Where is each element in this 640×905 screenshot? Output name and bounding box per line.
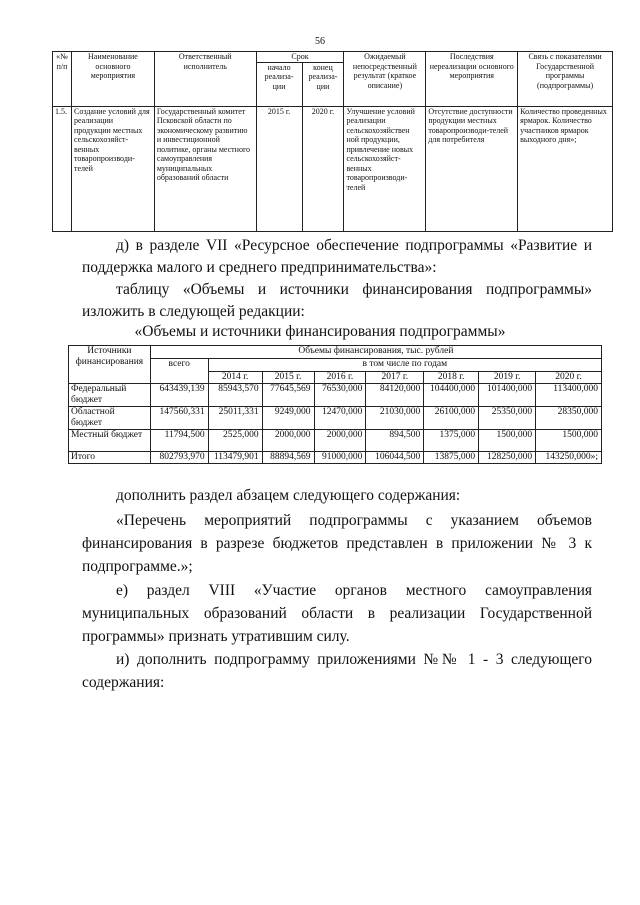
header-term: Срок [256, 52, 344, 63]
paragraph-add: дополнить раздел абзацем следующего содержания: [116, 487, 461, 504]
cell-value: 25011,331 [208, 407, 262, 430]
header-year: 2018 г. [424, 372, 479, 384]
cell-value: 128250,000 [479, 452, 536, 464]
cell-value: 26100,000 [424, 407, 479, 430]
header-year: 2015 г. [262, 372, 314, 384]
header-sources: Источники финансирования [69, 346, 151, 384]
paragraph-i-line1: и) дополнить подпрограмму приложениями №№ 1 - 3 следующего [116, 651, 592, 668]
header-year: 2017 г. [366, 372, 424, 384]
table2-title: «Объемы и источники финансирования подпрограммы» [134, 323, 506, 340]
header-year: 2014 г. [208, 372, 262, 384]
paragraph-table-line2: изложить в следующей редакции: [82, 303, 305, 320]
cell-value: 1375,000 [424, 430, 479, 452]
cell-value: 1500,000 [536, 430, 602, 452]
header-by-years: в том числе по годам [208, 359, 601, 372]
cell-expected: Улучшение условий реализации сельскохозяйствен ной продукции, привлечение новых сельскохозяйст-венных товаропроизводи-телей [344, 106, 426, 231]
header-year: 2016 г. [314, 372, 366, 384]
cell-value: 113479,901 [208, 452, 262, 464]
paragraph-e-line2: муниципальных образований области в реализации Государственной [82, 605, 592, 622]
cell-link: Количество проведенных ярмарок. Количество участников ярмарок выходного дня»; [518, 106, 613, 231]
cell-value: 91000,000 [314, 452, 366, 464]
cell-start: 2015 г. [256, 106, 302, 231]
table-row [53, 106, 613, 231]
cell-value: 106044,500 [366, 452, 424, 464]
cell-value: 25350,000 [479, 407, 536, 430]
cell-value: 1500,000 [479, 430, 536, 452]
cell-value: 2525,000 [208, 430, 262, 452]
header-term-end: конец реализа-ции [302, 62, 344, 106]
cell-consequences: Отсутствие доступности продукции местных товаропроизводи-телей для потребителя [426, 106, 518, 231]
header-volumes: Объемы финансирования, тыс. рублей [150, 346, 601, 359]
paragraph-quote-line2: финансирования в разрезе бюджетов представлен в приложении № 3 к [82, 535, 592, 552]
header-year: 2019 г. [479, 372, 536, 384]
table-row [69, 430, 602, 452]
header-link: Связь с показателями Государственной программы (подпрограммы) [518, 52, 613, 107]
cell-value: 84120,000 [366, 384, 424, 407]
cell-value: 76530,000 [314, 384, 366, 407]
paragraph-d-line2: поддержка малого и среднего предпринимательства»: [82, 259, 437, 276]
paragraph-d-line1: д) в разделе VII «Ресурсное обеспечение подпрограммы «Развитие и [116, 237, 592, 254]
row-source: Местный бюджет [69, 430, 151, 452]
header-total: всего [150, 359, 208, 384]
header-expected: Ожидаемый непосредственный результат (краткое описание) [344, 52, 426, 107]
cell-value: 85943,570 [208, 384, 262, 407]
header-num: «№ п/п [53, 52, 72, 107]
cell-value: 643439,139 [150, 384, 208, 407]
cell-value: 104400,000 [424, 384, 479, 407]
cell-value: 88894,569 [262, 452, 314, 464]
table-row-total [69, 452, 602, 464]
header-year: 2020 г. [536, 372, 602, 384]
cell-value: 9249,000 [262, 407, 314, 430]
header-responsible: Ответственный исполнитель [154, 52, 256, 107]
cell-end: 2020 г. [302, 106, 344, 231]
page-number: 56 [315, 36, 325, 47]
header-name: Наименование основного мероприятия [71, 52, 154, 107]
cell-value: 113400,000 [536, 384, 602, 407]
cell-responsible: Государственный комитет Псковской области по экономическому развитию и инвестиционной политике, органы местного самоуправления муниципальных образований области [154, 106, 256, 231]
row-source: Итого [69, 452, 151, 464]
paragraph-quote-line1: «Перечень мероприятий подпрограммы с указанием объемов [116, 512, 592, 529]
cell-num: 1.5. [53, 106, 72, 231]
cell-value: 143250,000»; [536, 452, 602, 464]
cell-value: 2000,000 [262, 430, 314, 452]
paragraph-e-line3: программы» признать утратившим силу. [82, 628, 350, 645]
cell-value: 28350,000 [536, 407, 602, 430]
cell-value: 802793,970 [150, 452, 208, 464]
cell-value: 11794,500 [150, 430, 208, 452]
cell-value: 77645,569 [262, 384, 314, 407]
paragraph-quote-line3: подпрограмме.»; [82, 558, 193, 575]
cell-name: Создание условий для реализации продукции местных сельскохозяйст-венных товаропроизводи-телей [71, 106, 154, 231]
cell-value: 894,500 [366, 430, 424, 452]
financing-table [68, 345, 602, 464]
cell-value: 21030,000 [366, 407, 424, 430]
cell-value: 101400,000 [479, 384, 536, 407]
paragraph-e-line1: е) раздел VIII «Участие органов местного самоуправления [116, 582, 592, 599]
row-source: Федеральный бюджет [69, 384, 151, 407]
row-source: Областной бюджет [69, 407, 151, 430]
cell-value: 2000,000 [314, 430, 366, 452]
header-consequences: Последствия нереализации основного мероприятия [426, 52, 518, 107]
measures-table [52, 51, 613, 232]
cell-value: 147560,331 [150, 407, 208, 430]
paragraph-i-line2: содержания: [82, 674, 165, 691]
cell-value: 12470,000 [314, 407, 366, 430]
table-row [69, 407, 602, 430]
table-row [69, 384, 602, 407]
header-term-start: начало реализа-ции [256, 62, 302, 106]
paragraph-table-line1: таблицу «Объемы и источники финансирования подпрограммы» [116, 281, 592, 298]
cell-value: 13875,000 [424, 452, 479, 464]
